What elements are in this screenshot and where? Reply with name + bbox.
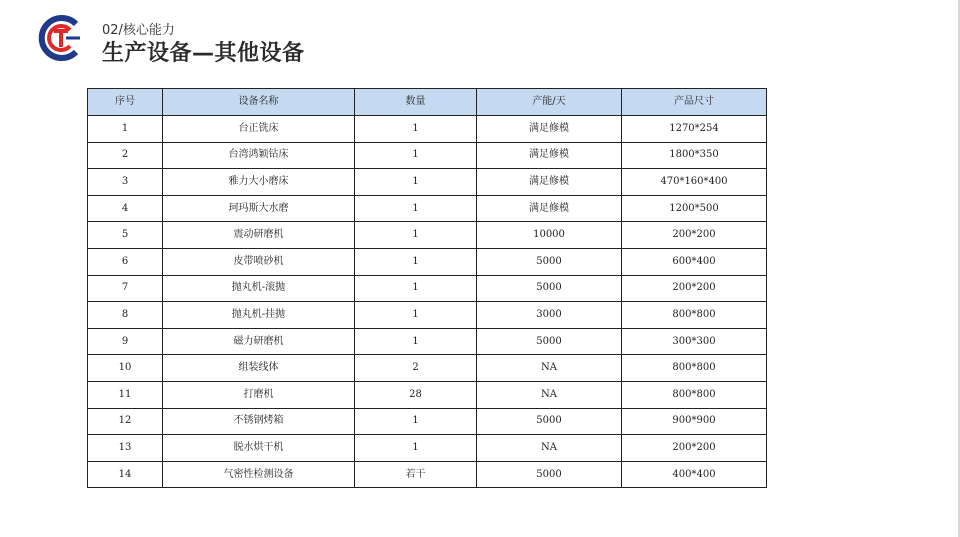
cell-equipment-name: 抛丸机-挂抛 xyxy=(163,302,355,329)
cell-quantity: 28 xyxy=(355,381,477,408)
cell-product-size: 900*900 xyxy=(622,408,767,435)
cell-quantity: 1 xyxy=(355,169,477,196)
table-row xyxy=(88,195,767,222)
cell-equipment-name: 磁力研磨机 xyxy=(163,328,355,355)
column-header-quantity: 数量 xyxy=(355,89,477,116)
cell-equipment-name: 组装线体 xyxy=(163,355,355,382)
table-row xyxy=(88,275,767,302)
cell-daily-capacity: 满足修模 xyxy=(477,195,622,222)
cell-daily-capacity: 5000 xyxy=(477,275,622,302)
cell-quantity: 1 xyxy=(355,222,477,249)
cell-equipment-name: 打磨机 xyxy=(163,381,355,408)
cell-index: 3 xyxy=(88,169,163,196)
cell-daily-capacity: 5000 xyxy=(477,328,622,355)
page-title: 生产设备—其他设备 xyxy=(102,41,305,66)
cell-product-size: 800*800 xyxy=(622,381,767,408)
cell-index: 7 xyxy=(88,275,163,302)
cell-product-size: 1200*500 xyxy=(622,195,767,222)
table-row xyxy=(88,328,767,355)
cell-index: 4 xyxy=(88,195,163,222)
cell-quantity: 1 xyxy=(355,302,477,329)
cell-product-size: 200*200 xyxy=(622,222,767,249)
cell-equipment-name: 不锈钢烤箱 xyxy=(163,408,355,435)
cell-quantity: 1 xyxy=(355,275,477,302)
cell-daily-capacity: 10000 xyxy=(477,222,622,249)
cell-quantity: 1 xyxy=(355,116,477,143)
company-logo-icon xyxy=(36,14,84,62)
cell-equipment-name: 气密性检测设备 xyxy=(163,461,355,488)
cell-quantity: 1 xyxy=(355,195,477,222)
table-row xyxy=(88,355,767,382)
column-header-product-size: 产品尺寸 xyxy=(622,89,767,116)
cell-index: 11 xyxy=(88,381,163,408)
table-row xyxy=(88,408,767,435)
table-row xyxy=(88,302,767,329)
table-row xyxy=(88,248,767,275)
cell-product-size: 1800*350 xyxy=(622,142,767,169)
cell-product-size: 800*800 xyxy=(622,355,767,382)
cell-equipment-name: 震动研磨机 xyxy=(163,222,355,249)
cell-daily-capacity: 5000 xyxy=(477,461,622,488)
cell-daily-capacity: NA xyxy=(477,435,622,462)
cell-daily-capacity: NA xyxy=(477,381,622,408)
cell-index: 6 xyxy=(88,248,163,275)
cell-index: 12 xyxy=(88,408,163,435)
cell-index: 9 xyxy=(88,328,163,355)
cell-quantity: 1 xyxy=(355,328,477,355)
table-row xyxy=(88,169,767,196)
table-header-row xyxy=(88,89,767,116)
cell-product-size: 600*400 xyxy=(622,248,767,275)
cell-equipment-name: 珂玛斯大水磨 xyxy=(163,195,355,222)
section-label: 02/核心能力 xyxy=(102,23,175,38)
cell-product-size: 300*300 xyxy=(622,328,767,355)
cell-equipment-name: 台正铣床 xyxy=(163,116,355,143)
cell-index: 14 xyxy=(88,461,163,488)
cell-equipment-name: 皮带喷砂机 xyxy=(163,248,355,275)
cell-daily-capacity: 满足修模 xyxy=(477,142,622,169)
cell-index: 10 xyxy=(88,355,163,382)
table-row xyxy=(88,435,767,462)
cell-index: 5 xyxy=(88,222,163,249)
cell-equipment-name: 脱水烘干机 xyxy=(163,435,355,462)
column-header-index: 序号 xyxy=(88,89,163,116)
cell-product-size: 800*800 xyxy=(622,302,767,329)
cell-daily-capacity: 5000 xyxy=(477,408,622,435)
cell-equipment-name: 台湾鸿颖钻床 xyxy=(163,142,355,169)
table-row xyxy=(88,222,767,249)
table-row xyxy=(88,381,767,408)
table-row xyxy=(88,142,767,169)
cell-daily-capacity: NA xyxy=(477,355,622,382)
cell-daily-capacity: 3000 xyxy=(477,302,622,329)
column-header-equipment-name: 设备名称 xyxy=(163,89,355,116)
table-row xyxy=(88,461,767,488)
cell-product-size: 400*400 xyxy=(622,461,767,488)
cell-index: 13 xyxy=(88,435,163,462)
cell-daily-capacity: 5000 xyxy=(477,248,622,275)
cell-equipment-name: 抛丸机-滚抛 xyxy=(163,275,355,302)
cell-daily-capacity: 满足修模 xyxy=(477,116,622,143)
cell-product-size: 200*200 xyxy=(622,275,767,302)
cell-product-size: 1270*254 xyxy=(622,116,767,143)
cell-index: 2 xyxy=(88,142,163,169)
equipment-table xyxy=(87,88,767,488)
cell-quantity: 1 xyxy=(355,248,477,275)
cell-quantity: 1 xyxy=(355,408,477,435)
column-header-daily-capacity: 产能/天 xyxy=(477,89,622,116)
cell-index: 8 xyxy=(88,302,163,329)
cell-quantity: 1 xyxy=(355,435,477,462)
cell-equipment-name: 雅力大小磨床 xyxy=(163,169,355,196)
cell-daily-capacity: 满足修模 xyxy=(477,169,622,196)
cell-quantity: 1 xyxy=(355,142,477,169)
cell-quantity: 若干 xyxy=(355,461,477,488)
table-row xyxy=(88,116,767,143)
cell-index: 1 xyxy=(88,116,163,143)
cell-product-size: 200*200 xyxy=(622,435,767,462)
cell-product-size: 470*160*400 xyxy=(622,169,767,196)
cell-quantity: 2 xyxy=(355,355,477,382)
